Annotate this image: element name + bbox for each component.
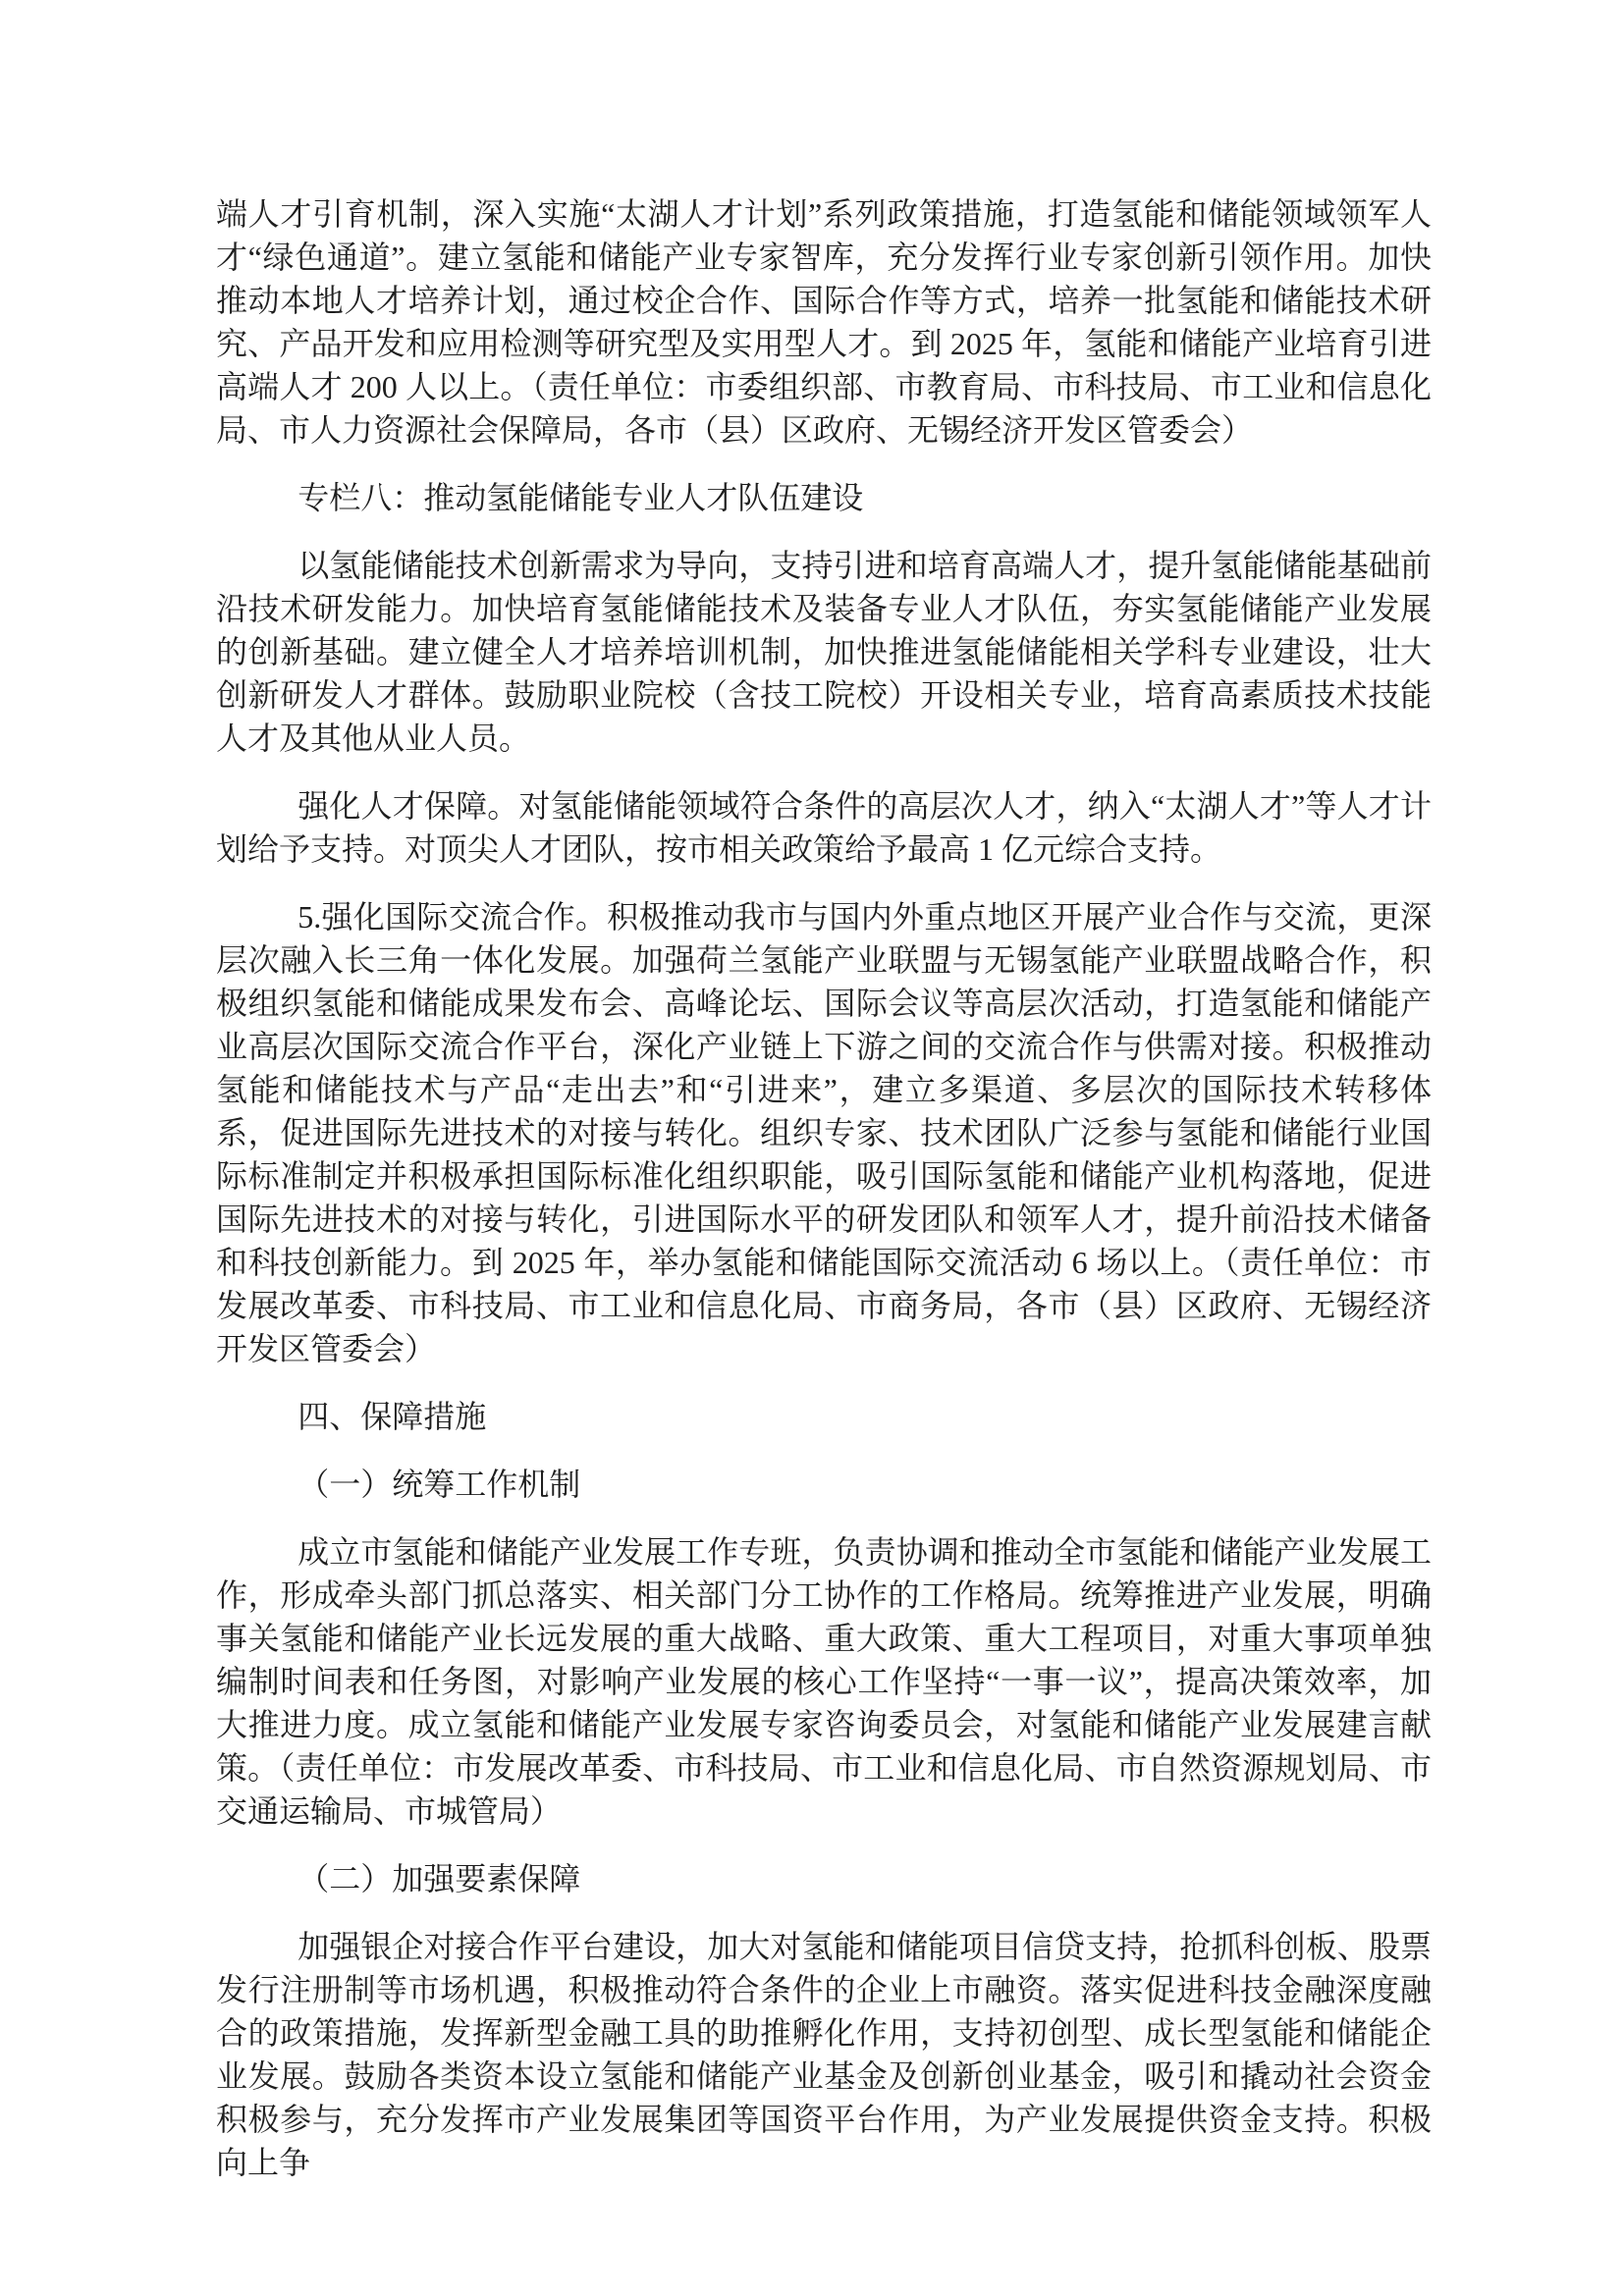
document-text-block <box>216 192 1432 2209</box>
paragraph-international-exchange: 5.强化国际交流合作。积极推动我市与国内外重点地区开展产业合作与交流，更深层次融入长三角一体化发展。加强荷兰氢能产业联盟与无锡氢能产业联盟战略合作，积极组织氢能和储能成果发布会、高峰论坛、国际会议等高层次活动，打造氢能和储能产业高层次国际交流合作平台，深化产业链上下游之间的交流合作与供需对接。积极推动氢能和储能技术与产品“走出去”和“引进来”，建立多渠道、多层次的国际技术转移体系，促进国际先进技术的对接与转化。组织专家、技术团队广泛参与氢能和储能行业国际标准制定并积极承担国际标准化组织职能，吸引国际氢能和储能产业机构落地，促进国际先进技术的对接与转化，引进国际水平的研发团队和领军人才，提升前沿技术储备和科技创新能力。到 2025 年，举办氢能和储能国际交流活动 6 场以上。（责任单位：市发展改革委、市科技局、市工业和信息化局、市商务局，各市（县）区政府、无锡经济开发区管委会） <box>216 899 1432 1366</box>
section-heading-safeguard-measures: 四、保障措施 <box>298 1399 487 1434</box>
paragraph-work-taskforce: 成立市氢能和储能产业发展工作专班，负责协调和推动全市氢能和储能产业发展工作，形成牵头部门抓总落实、相关部门分工协作的工作格局。统筹推进产业发展，明确事关氢能和储能产业长远发展的重大战略、重大政策、重大工程项目，对重大事项单独编制时间表和任务图，对影响产业发展的核心工作坚持“一事一议”，提高决策效率，加大推进力度。成立氢能和储能产业发展专家咨询委员会，对氢能和储能产业发展建言献策。（责任单位：市发展改革委、市科技局、市工业和信息化局、市自然资源规划局、市交通运输局、市城管局） <box>216 1534 1432 1829</box>
subsection-heading-coordination-mechanism: （一）统筹工作机制 <box>298 1467 581 1502</box>
paragraph-continued-from-previous-page: 端人才引育机制，深入实施“太湖人才计划”系列政策措施，打造氢能和储能领域领军人才“绿色通道”。建立氢能和储能产业专家智库，充分发挥行业专家创新引领作用。加快推动本地人才培养计划，通过校企合作、国际合作等方式，培养一批氢能和储能技术研究、产品开发和应用检测等研究型及实用型人才。到 2025 年，氢能和储能产业培育引进高端人才 200 人以上。（责任单位：市委组织部、市教育局、市科技局、市工业和信息化局、市人力资源社会保障局，各市（县）区政府、无锡经济开发区管委会） <box>216 196 1432 448</box>
column-eight-heading: 专栏八：推动氢能储能专业人才队伍建设 <box>298 480 864 515</box>
paragraph-financial-support: 加强银企对接合作平台建设，加大对氢能和储能项目信贷支持，抢抓科创板、股票发行注册制等市场机遇，积极推动符合条件的企业上市融资。落实促进科技金融深度融合的政策措施，发挥新型金融工具的助推孵化作用，支持初创型、成长型氢能和储能企业发展。鼓励各类资本设立氢能和储能产业基金及创新创业基金，吸引和撬动社会资金积极参与，充分发挥市产业发展集团等国资平台作用，为产业发展提供资金支持。积极向上争 <box>216 1929 1432 2180</box>
paragraph-talent-cultivation: 以氢能储能技术创新需求为导向，支持引进和培育高端人才，提升氢能储能基础前沿技术研发能力。加快培育氢能储能技术及装备专业人才队伍，夯实氢能储能产业发展的创新基础。建立健全人才培养培训机制，加快推进氢能储能相关学科专业建设，壮大创新研发人才群体。鼓励职业院校（含技工院校）开设相关专业，培育高素质技术技能人才及其他从业人员。 <box>216 548 1432 756</box>
paragraph-talent-guarantee: 强化人才保障。对氢能储能领域符合条件的高层次人才，纳入“太湖人才”等人才计划给予支持。对顶尖人才团队，按市相关政策给予最高 1 亿元综合支持。 <box>216 788 1432 867</box>
subsection-heading-factor-guarantee: （二）加强要素保障 <box>298 1861 581 1896</box>
